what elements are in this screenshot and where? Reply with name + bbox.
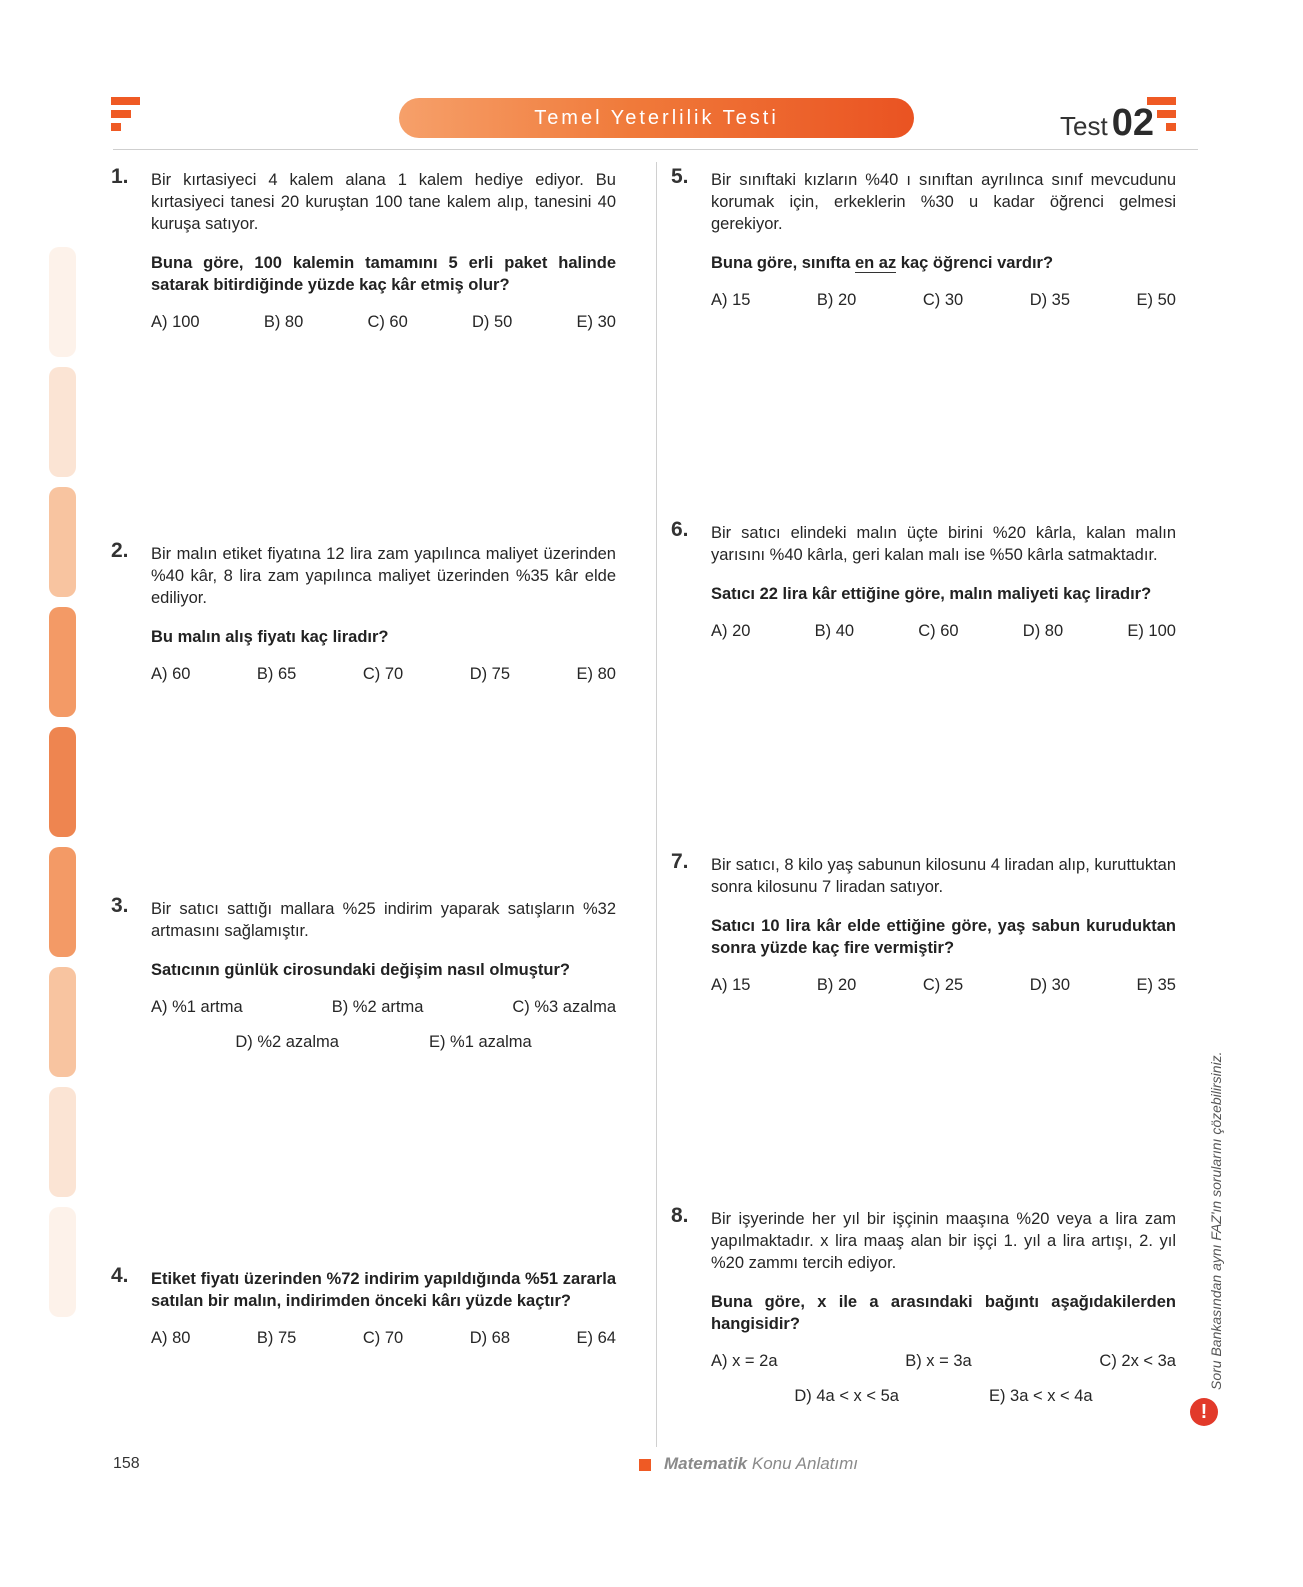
option-b[interactable]: B) 20 (816, 291, 857, 309)
option-e[interactable]: E) 35 (1136, 976, 1176, 994)
question-ask: Buna göre, 100 kalemin tamamını 5 erli paket halinde satarak bitirdiğinde yüzde kaç kâr etmiş olur? (151, 254, 616, 294)
question-text: Bir malın etiket fiyatına 12 lira zam yapılınca maliyet üzerinden %40 kâr, 8 lira zam yapılınca maliyet üzerinden %35 kâr elde ediliyor. (151, 545, 616, 607)
answer-options (151, 665, 616, 684)
answer-options (711, 976, 1176, 995)
option-b[interactable]: B) %2 artma (331, 998, 424, 1016)
question-6 (671, 518, 1176, 641)
option-c[interactable]: C) 30 (922, 291, 964, 309)
option-a[interactable]: A) 15 (711, 291, 751, 309)
exclamation-icon: ! (1190, 1398, 1218, 1426)
option-c[interactable]: C) 60 (367, 313, 408, 331)
chapter-tab-3 (49, 487, 76, 597)
answer-options-row-2 (711, 1387, 1176, 1406)
option-c[interactable]: C) 70 (362, 1329, 404, 1347)
option-e[interactable]: E) 30 (576, 313, 616, 331)
chapter-tab-7 (49, 967, 76, 1077)
option-a[interactable]: A) x = 2a (711, 1352, 778, 1370)
chapter-tab-8 (49, 1087, 76, 1197)
question-number: 8. (671, 1204, 689, 1227)
option-b[interactable]: B) x = 3a (905, 1352, 972, 1370)
test-title: Temel Yeterlilik Testi (534, 106, 779, 129)
question-number: 7. (671, 850, 689, 873)
ask-part-2: kaç öğrenci vardır? (896, 254, 1054, 272)
question-ask: Satıcı 22 lira kâr ettiğine göre, malın maliyeti kaç liradır? (711, 585, 1152, 603)
option-b[interactable]: B) 80 (263, 313, 304, 331)
question-text: Bir satıcı sattığı mallara %25 indirim yaparak satışların %32 artmasını sağlamıştır. (151, 900, 616, 940)
option-c[interactable]: C) 70 (362, 665, 404, 683)
question-number: 1. (111, 165, 129, 188)
answer-options (711, 291, 1176, 310)
question-ask: Satıcının günlük cirosundaki değişim nasıl olmuştur? (151, 961, 570, 979)
question-8 (671, 1204, 1176, 1406)
question-text: Bir sınıftaki kızların %40 ı sınıftan ayrılınca sınıf mevcudunu korumak için, erkeklerin %30 u kadar öğrenci gelmesi gerekiyor. (711, 171, 1176, 233)
answer-options (151, 313, 616, 332)
test-number: 02 (1111, 102, 1154, 144)
question-4 (111, 1264, 616, 1348)
option-c[interactable]: C) %3 azalma (512, 998, 616, 1016)
option-d[interactable]: D) 50 (471, 313, 513, 331)
brand-logo-left (111, 97, 141, 137)
footer-subject: Matematik (664, 1454, 748, 1473)
header-divider (113, 149, 1198, 150)
option-e[interactable]: E) 100 (1127, 622, 1176, 640)
option-e[interactable]: E) 50 (1136, 291, 1176, 309)
option-a[interactable]: A) %1 artma (151, 998, 243, 1016)
chapter-tab-6 (49, 847, 76, 957)
option-e[interactable]: E) 64 (576, 1329, 616, 1347)
option-d[interactable]: D) 75 (469, 665, 511, 683)
footer-square-icon (639, 1459, 651, 1471)
option-e[interactable]: E) %1 azalma (428, 1033, 532, 1051)
option-b[interactable]: B) 40 (814, 622, 855, 640)
answer-options-row-2 (151, 1033, 616, 1052)
question-ask: Satıcı 10 lira kâr elde ettiğine göre, yaş sabun kuruduktan sonra yüzde kaç fire vermiştir? (711, 917, 1176, 957)
footer-book-title (664, 1454, 858, 1474)
option-c[interactable]: C) 2x < 3a (1099, 1352, 1176, 1370)
chapter-tab-1 (49, 247, 76, 357)
option-b[interactable]: B) 20 (816, 976, 857, 994)
answer-options (151, 998, 616, 1017)
option-a[interactable]: A) 15 (711, 976, 751, 994)
option-b[interactable]: B) 75 (256, 1329, 297, 1347)
option-d[interactable]: D) 30 (1029, 976, 1071, 994)
question-3 (111, 894, 616, 1052)
question-text: Bir işyerinde her yıl bir işçinin maaşına %20 veya a lira zam yapılmaktadır. x lira maaş alan bir işçi 1. yıl a lira artışı, 2. yıl %20 zammı tercih ediyor. (711, 1210, 1176, 1272)
option-a[interactable]: A) 80 (151, 1329, 191, 1347)
chapter-tab-5 (49, 727, 76, 837)
question-number: 6. (671, 518, 689, 541)
question-ask: Buna göre, x ile a arasındaki bağıntı aşağıdakilerden hangisidir? (711, 1293, 1176, 1333)
answer-options (711, 1352, 1176, 1371)
question-text: Bir kırtasiyeci 4 kalem alana 1 kalem hediye ediyor. Bu kırtasiyeci tanesi 20 kuruştan 100 tane kalem alıp, tanesini 40 kuruşa satıyor. (151, 171, 616, 233)
option-b[interactable]: B) 65 (256, 665, 297, 683)
question-text: Bir satıcı, 8 kilo yaş sabunun kilosunu 4 liradan alıp, kuruttuktan sonra kilosunu 7 liradan satıyor. (711, 856, 1177, 896)
option-a[interactable]: A) 60 (151, 665, 191, 683)
test-label (1060, 102, 1154, 145)
option-e[interactable]: E) 3a < x < 4a (988, 1387, 1093, 1405)
option-a[interactable]: A) 100 (151, 313, 200, 331)
question-text: Bir satıcı elindeki malın üçte birini %20 kârla, kalan malın yarısını %40 kârla, geri kalan malı ise %50 kârla satmaktadır. (711, 524, 1176, 564)
ask-part-1: Buna göre, sınıfta (711, 254, 855, 272)
question-number: 5. (671, 165, 689, 188)
option-d[interactable]: D) %2 azalma (235, 1033, 339, 1051)
page-number: 158 (113, 1455, 140, 1472)
option-d[interactable]: D) 4a < x < 5a (794, 1387, 899, 1405)
option-c[interactable]: C) 60 (918, 622, 959, 640)
test-title-banner (399, 98, 914, 138)
question-7 (671, 850, 1177, 995)
question-ask: Etiket fiyatı üzerinden %72 indirim yapıldığında %51 zararla satılan bir malın, indirimden önceki kârı yüzde kaçtır? (151, 1270, 616, 1310)
option-c[interactable]: C) 25 (922, 976, 964, 994)
chapter-tab-2 (49, 367, 76, 477)
option-d[interactable]: D) 35 (1029, 291, 1071, 309)
chapter-tab-9 (49, 1207, 76, 1317)
question-ask: Bu malın alış fiyatı kaç liradır? (151, 628, 389, 646)
test-word: Test (1060, 111, 1108, 141)
option-a[interactable]: A) 20 (711, 622, 751, 640)
chapter-tab-4 (49, 607, 76, 717)
question-number: 3. (111, 894, 129, 917)
footer-subtitle: Konu Anlatımı (747, 1454, 859, 1473)
ask-underlined: en az (854, 254, 897, 272)
question-number: 2. (111, 539, 129, 562)
question-2 (111, 539, 616, 684)
column-divider (656, 162, 657, 1447)
answer-options (711, 622, 1176, 641)
question-5 (671, 165, 1176, 310)
question-number: 4. (111, 1264, 129, 1287)
option-d[interactable]: D) 80 (1022, 622, 1064, 640)
question-ask (711, 252, 1176, 274)
question-1 (111, 165, 616, 332)
answer-options (151, 1329, 616, 1348)
option-d[interactable]: D) 68 (469, 1329, 511, 1347)
option-e[interactable]: E) 80 (576, 665, 616, 683)
side-note: Soru Bankasından aynı FAZ'ın sorularını çözebilirsiniz. (1208, 1051, 1224, 1390)
